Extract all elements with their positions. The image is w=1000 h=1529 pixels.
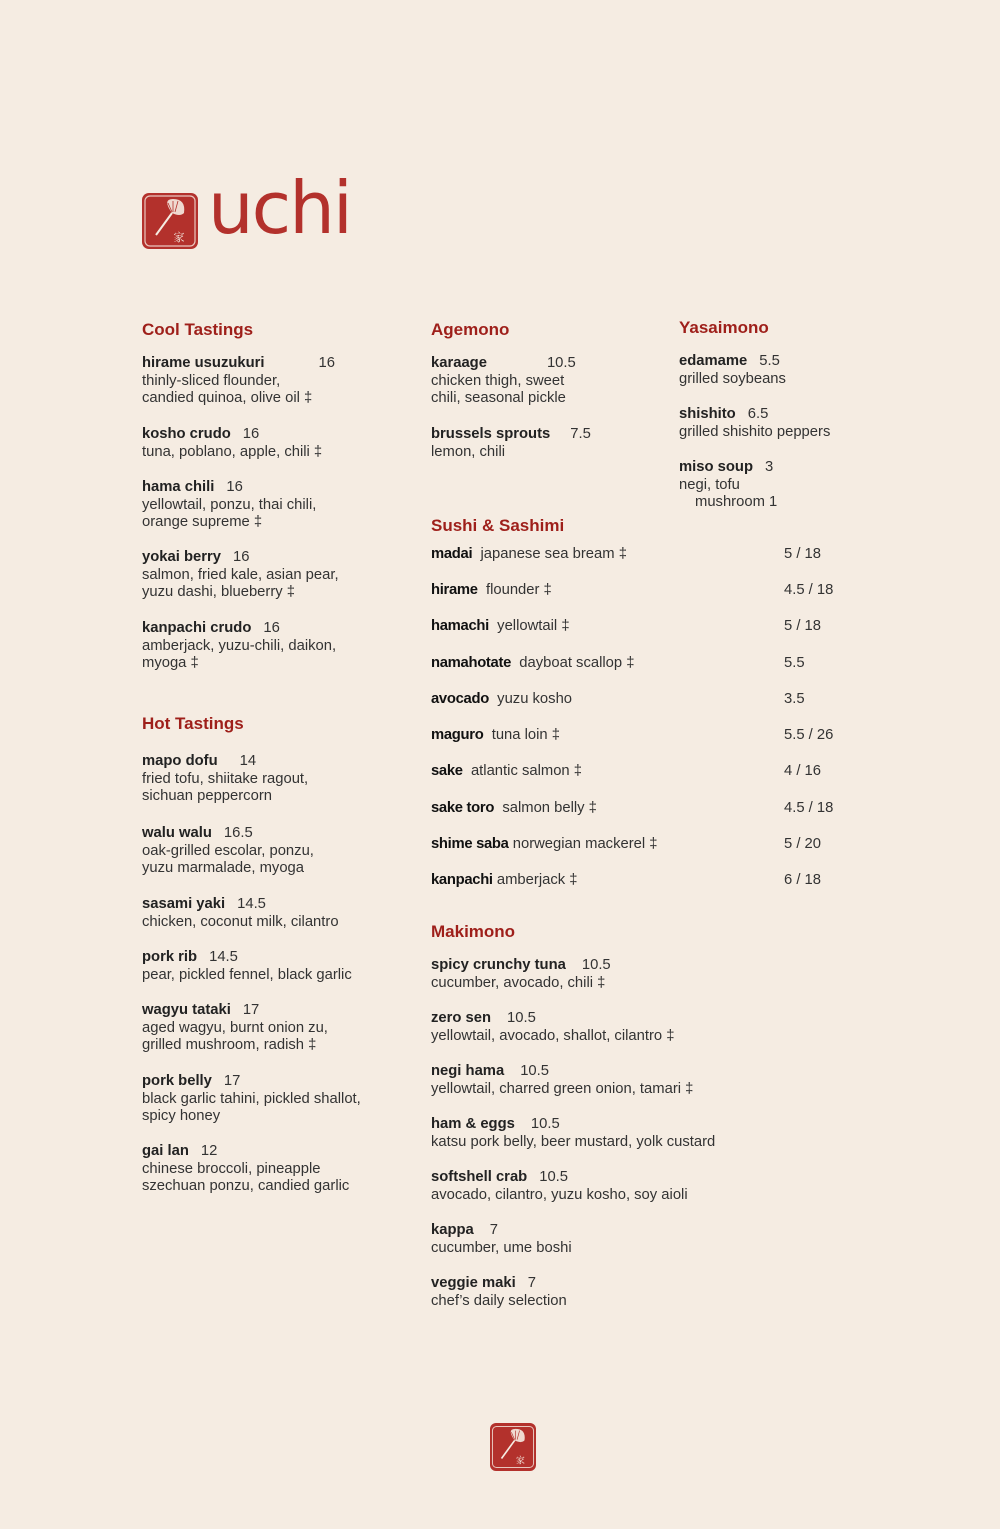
menu-item: yokai berry 16 salmon, fried kale, asian pear, yuzu dashi, blueberry ‡ — [142, 549, 339, 601]
section-title-cool-tastings: Cool Tastings — [142, 320, 254, 339]
menu-item: kappa 7 cucumber, ume boshi — [431, 1222, 572, 1256]
sushi-row: sake toro salmon belly ‡ 4.5 / 18 — [431, 800, 834, 816]
menu-item: brussels sprouts 7.5 lemon, chili — [431, 426, 591, 460]
section-title-hot-tastings: Hot Tastings — [142, 714, 244, 733]
menu-item: veggie maki 7 chef’s daily selection — [431, 1275, 567, 1309]
sushi-row: madai japanese sea bream ‡ 5 / 18 — [431, 546, 822, 562]
section-title-makimono: Makimono — [431, 922, 516, 941]
menu-item: spicy crunchy tuna 10.5 cucumber, avocado, chili ‡ — [431, 957, 611, 991]
menu-item: kanpachi crudo 16 amberjack, yuzu-chili, daikon, myoga ‡ — [142, 620, 337, 672]
menu-item: pork rib 14.5 pear, pickled fennel, black garlic — [142, 949, 352, 983]
menu-item: zero sen 10.5 yellowtail, avocado, shallot, cilantro ‡ — [431, 1010, 675, 1044]
menu-item: sasami yaki 14.5 chicken, coconut milk, cilantro — [142, 896, 339, 930]
sushi-row: shime saba norwegian mackerel ‡ 5 / 20 — [431, 836, 822, 852]
section-title-sushi-sashimi: Sushi & Sashimi — [431, 516, 565, 535]
menu-item: kosho crudo 16 tuna, poblano, apple, chili ‡ — [142, 426, 323, 460]
svg-text:家: 家 — [173, 231, 185, 244]
logo-mark-icon — [142, 193, 198, 249]
menu-item: hama chili 16 yellowtail, ponzu, thai chili, orange supreme ‡ — [142, 479, 317, 531]
sushi-row: avocado yuzu kosho 3.5 — [431, 691, 805, 707]
menu-item: gai lan 12 chinese broccoli, pineapple szechuan ponzu, candied garlic — [142, 1143, 350, 1195]
section-title-yasaimono: Yasaimono — [679, 318, 769, 337]
brand-wordmark: uchi — [208, 166, 351, 250]
menu-item: miso soup 3 negi, tofu mushroom 1 — [679, 459, 778, 511]
menu-item: karaage 10.5 chicken thigh, sweet chili, seasonal pickle — [431, 355, 576, 407]
menu-item: ham & eggs 10.5 katsu pork belly, beer mustard, yolk custard — [431, 1116, 716, 1150]
menu-item: edamame 5.5 grilled soybeans — [679, 353, 786, 387]
menu-item: softshell crab 10.5 avocado, cilantro, yuzu kosho, soy aioli — [431, 1169, 688, 1203]
sushi-row: maguro tuna loin ‡ 5.5 / 26 — [431, 727, 834, 743]
menu-item: wagyu tataki 17 aged wagyu, burnt onion zu, grilled mushroom, radish ‡ — [142, 1002, 328, 1054]
sushi-row: hamachi yellowtail ‡ 5 / 18 — [431, 618, 822, 634]
sushi-row: namahotate dayboat scallop ‡ 5.5 — [431, 655, 805, 671]
menu-item: hirame usuzukuri 16 thinly-sliced flounder, candied quinoa, olive oil ‡ — [142, 355, 335, 407]
menu-item: pork belly 17 black garlic tahini, pickled shallot, spicy honey — [142, 1073, 361, 1125]
sushi-row: kanpachi amberjack ‡ 6 / 18 — [431, 872, 822, 888]
svg-text:家: 家 — [515, 1456, 525, 1467]
menu-item: mapo dofu 14 fried tofu, shiitake ragout, sichuan peppercorn — [142, 753, 309, 805]
menu-item: negi hama 10.5 yellowtail, charred green onion, tamari ‡ — [431, 1063, 694, 1097]
sushi-row: sake atlantic salmon ‡ 4 / 16 — [431, 763, 822, 779]
section-title-agemono: Agemono — [431, 320, 510, 339]
sushi-row: hirame flounder ‡ 4.5 / 18 — [431, 582, 834, 598]
footer-logo-icon — [490, 1423, 536, 1471]
menu-item: shishito 6.5 grilled shishito peppers — [679, 406, 831, 440]
menu-item: walu walu 16.5 oak-grilled escolar, ponzu, yuzu marmalade, myoga — [142, 825, 314, 877]
